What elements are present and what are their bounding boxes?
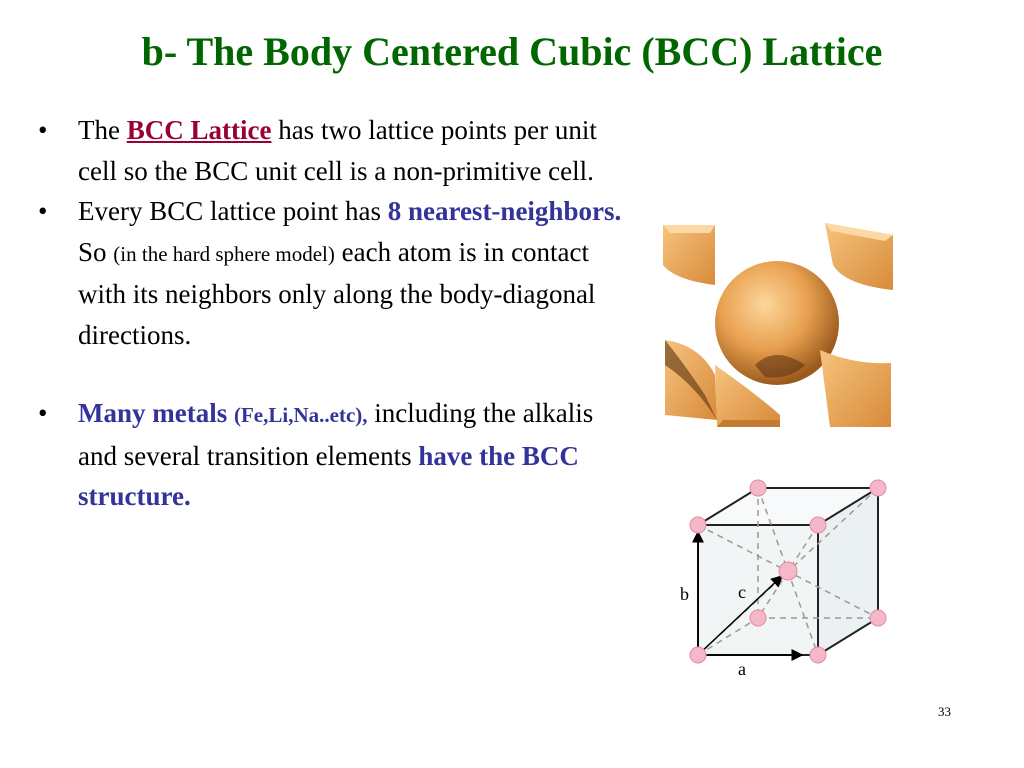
bullet-item-3: [38, 393, 638, 517]
bullet-3-text-a: including the alkalis and several transition elements: [78, 398, 594, 471]
hard-sphere-note: (in the hard sphere model): [113, 241, 335, 266]
bullet-dot: •: [38, 196, 48, 226]
label-a: a: [738, 659, 746, 679]
many-metals-emphasis: Many metals: [78, 398, 234, 428]
bullet-1-text-a: The: [78, 115, 127, 145]
bullet-dot: •: [38, 398, 48, 428]
bcc-lattice-link[interactable]: BCC Lattice: [126, 115, 272, 145]
body-center-atom: [779, 562, 797, 580]
bullet-1-text-b: has two lattice points per unit cell so the BCC unit cell is a non-primitive cell.: [78, 115, 597, 186]
label-b: b: [680, 584, 689, 604]
bcc-unit-cell-diagram: [670, 470, 900, 690]
bcc-hard-sphere-model-image: [655, 215, 900, 435]
center-sphere: [715, 261, 839, 385]
page-number: 33: [938, 704, 951, 719]
bullet-item-1: [38, 110, 638, 191]
bullet-list: [38, 110, 638, 517]
slide-title: b- The Body Centered Cubic (BCC) Lattice: [141, 29, 883, 74]
bullet-dot: •: [38, 115, 48, 145]
nearest-neighbors-emphasis: 8 nearest-neighbors.: [387, 196, 622, 226]
bullet-2-text-a: Every BCC lattice point has: [78, 196, 388, 226]
metals-examples: (Fe,Li,Na..etc),: [233, 403, 368, 427]
bullet-2-text-b: So: [78, 236, 114, 267]
bullet-2-text-c: each atom is in contact with its neighbors only along the body-diagonal directions.: [78, 236, 596, 350]
bcc-structure-emphasis: have the BCC structure.: [78, 440, 579, 511]
bullet-item-2: [38, 191, 638, 355]
label-c: c: [738, 582, 746, 602]
